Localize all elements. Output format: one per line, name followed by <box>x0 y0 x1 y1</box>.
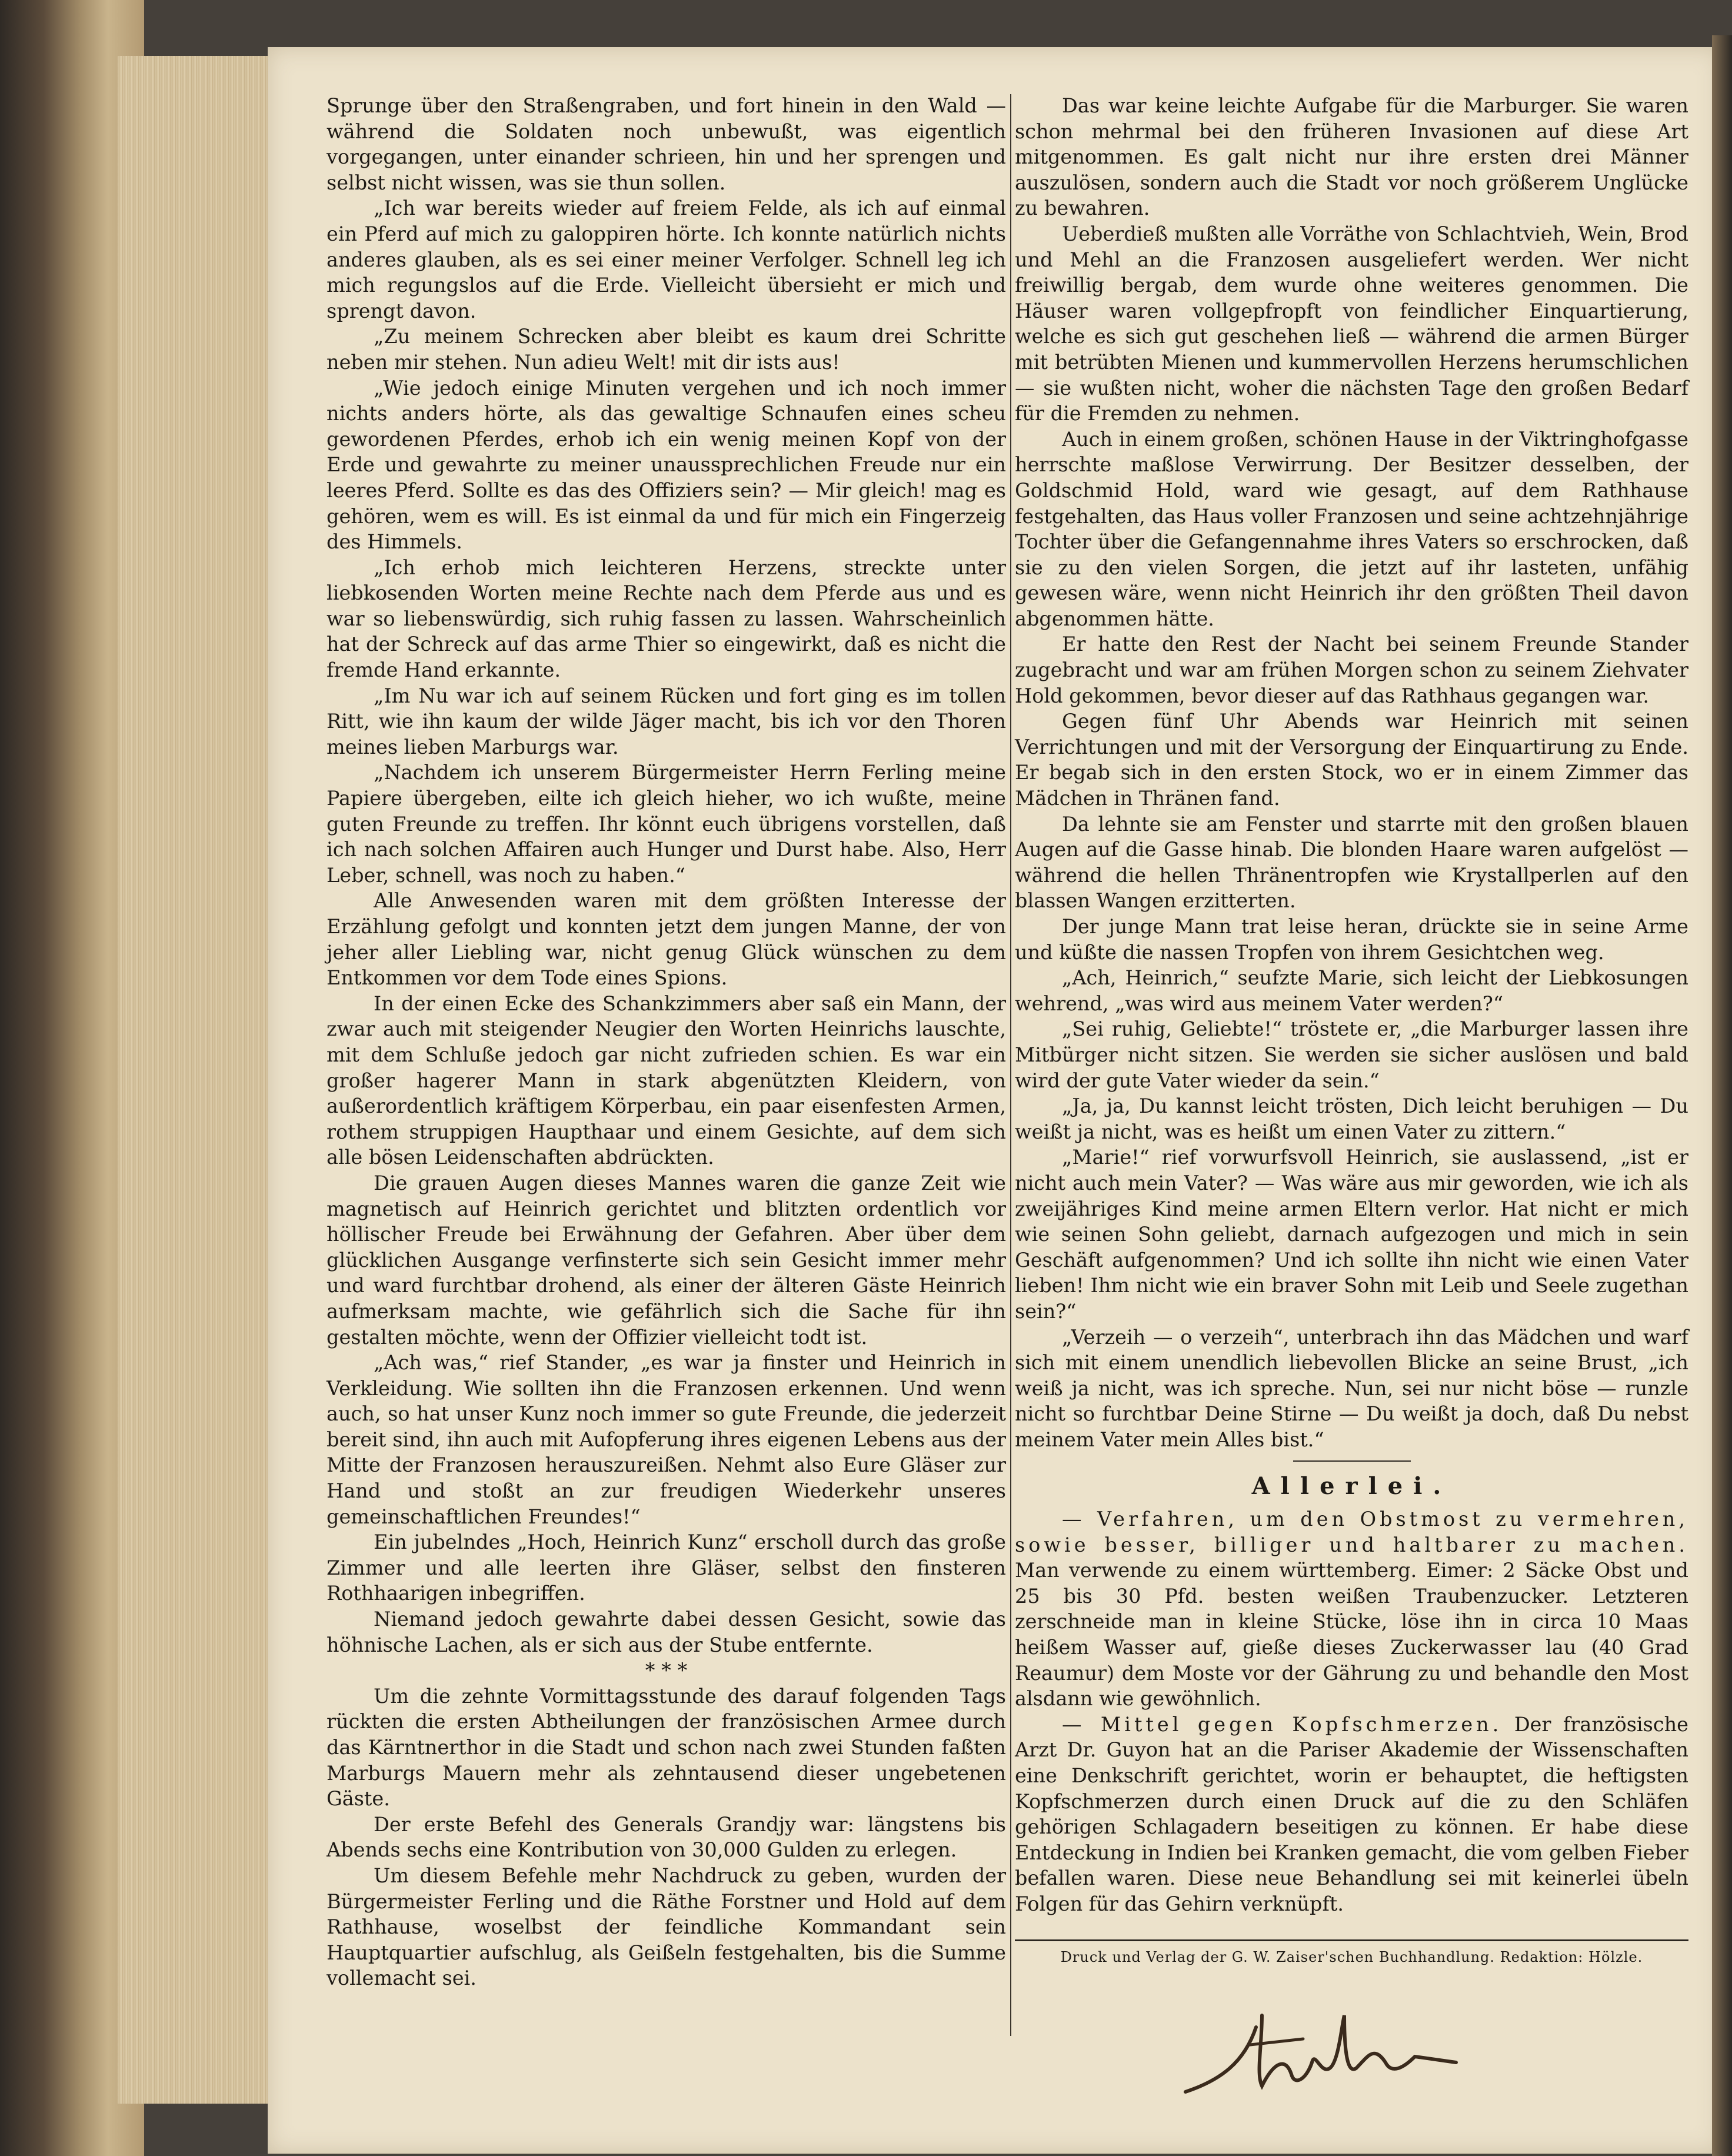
section-rule <box>1293 1460 1411 1462</box>
paragraph: „Nachdem ich unserem Bürgermeister Herrn Ferling meine Papiere übergeben, eilte ich gleich hieher, wo ich wußte, meine guten Freunde zu treffen. Ihr könnt euch übrigens vorstellen, daß ich nach solchen Affairen auch Hunger und Durst habe. Also, Herr Leber, schnell, was noch zu haben.“ <box>327 761 1006 887</box>
paragraph: „Sei ruhig, Geliebte!“ tröstete er, „die Marburger lassen ihre Mitbürger nicht sitzen. Sie werden sie sicher auslösen und bald wird der gute Vater wieder da sein.“ <box>1015 1017 1688 1092</box>
paragraph: „Ja, ja, Du kannst leicht trösten, Dich leicht beruhigen — Du weißt ja nicht, was es heißt um einen Vater zu zittern.“ <box>1015 1094 1688 1143</box>
paragraph: „Ach was,“ rief Stander, „es war ja finster und Heinrich in Verkleidung. Wie sollten ihn die Franzosen erkennen. Und wenn auch, so hat unser Kunz noch immer so gute Freunde, die jederzeit bereit sind, ihn auch mit Aufopferung ihres eigenen Lebens aus der Mitte der Franzosen herauszureißen. Nehmt also Eure Gläser zur Hand und stoßt an zur freudigen Wiederkehr unseres gemeinschaftlichen Freundes!“ <box>327 1351 1006 1528</box>
paragraph: „Verzeih — o verzeih“, unterbrach ihn das Mädchen und warf sich mit einem unendlich liebevollen Blicke an seine Brust, „ich weiß ja nicht, was ich spreche. Nun, sei nur nicht böse — runzle nicht so furchtbar Deine Stirne — Du weißt ja doch, daß Du nebst meinem Vater mein Alles bist.“ <box>1015 1325 1688 1451</box>
paragraph: Ueberdieß mußten alle Vorräthe von Schlachtvieh, Wein, Brod und Mehl an die Franzosen ausgeliefert werden. Wer nicht freiwillig bergab, dem wurde ohne weiteres genommen. Die Häuser waren vollgepfropft von feindlicher Einquartierung, welche es sich gut geschehen ließ — während die armen Bürger mit betrübten Mienen und kummervollen Herzens herumschlichen — sie wußten nicht, woher die nächsten Tage den großen Bedarf für die Fremden zu nehmen. <box>1015 222 1688 425</box>
paragraph: Der junge Mann trat leise heran, drückte sie in seine Arme und küßte die nassen Tropfen von ihrem Gesichtchen weg. <box>1015 915 1688 964</box>
paragraph: „Zu meinem Schrecken aber bleibt es kaum drei Schritte neben mir stehen. Nun adieu Welt! mit dir ists aus! <box>327 325 1006 374</box>
paragraph: Alle Anwesenden waren mit dem größten Interesse der Erzählung gefolgt und konnten jetzt dem jungen Manne, der von jeher aller Liebling war, nicht genug Glück wünschen zu dem Entkommen vor dem Tode eines Spions. <box>327 889 1006 990</box>
page-shadow-edge <box>1712 35 1732 2156</box>
allerlei-item <box>1015 1506 1688 1712</box>
paragraph: „Im Nu war ich auf seinem Rücken und fort ging es im tollen Ritt, wie ihn kaum der wilde Jäger macht, bis ich vor den Thoren meines lieben Marburgs war. <box>327 684 1006 758</box>
paragraph: Gegen fünf Uhr Abends war Heinrich mit seinen Verrichtungen und mit der Versorgung der Einquartirung zu Ende. Er begab sich in den ersten Stock, wo er in einem Zimmer das Mädchen in Thränen fand. <box>1015 710 1688 810</box>
column-divider <box>1010 94 1011 2036</box>
paragraph: Um diesem Befehle mehr Nachdruck zu geben, wurden der Bürgermeister Ferling und die Räthe Forstner und Hold auf dem Rathhause, woselbst der feindliche Kommandant sein Hauptquartier aufschlug, als Geißeln festgehalten, bis die Summe vollemacht sei. <box>327 1864 1006 1990</box>
paragraph: „Marie!“ rief vorwurfsvoll Heinrich, sie auslassend, „ist er nicht auch mein Vater? — Was wäre aus mir geworden, wie ich als zweijähriges Kind meine armen Eltern verlor. Hat nicht er mich wie seinen Sohn geliebt, darnach aufgezogen und mich in sein Geschäft aufgenommen? Und ich sollte ihn nicht wie einen Vater lieben! Ihm nicht wie ein braver Sohn mit Leib und Seele zugethan sein?“ <box>1015 1146 1688 1323</box>
paragraph: Sprunge über den Straßengraben, und fort hinein in den Wald — während die Soldaten noch unbewußt, was eigentlich vorgegangen, unter einander schrieen, hin und her sprengen und selbst nicht wissen, was sie thun sollen. <box>327 94 1006 194</box>
paragraph: Der erste Befehl des Generals Grandjy war: längstens bis Abends sechs eine Kontribution von 30,000 Gulden zu erlegen. <box>327 1812 1006 1862</box>
paragraph: Er hatte den Rest der Nacht bei seinem Freunde Stander zugebracht und war am frühen Morgen schon zu seinem Ziehvater Hold gekommen, bevor dieser auf das Rathhaus gegangen war. <box>1015 633 1688 707</box>
paragraph: Das war keine leichte Aufgabe für die Marburger. Sie waren schon mehrmal bei den früheren Invasionen auf diese Art mitgenommen. Es galt nicht nur ihre ersten drei Männer auszulösen, sondern auch die Stadt vor noch größerem Unglücke zu bewahren. <box>1015 94 1688 220</box>
right-column <box>1015 93 1688 1974</box>
paragraph: Um die zehnte Vormittagsstunde des darauf folgenden Tags rückten die ersten Abtheilungen der französischen Armee durch das Kärntnerthor in die Stadt und schon nach zwei Stunden faßten Marburgs Mauern mehr als zehntausend dieser ungebetenen Gäste. <box>327 1684 1006 1811</box>
paragraph: „Ich war bereits wieder auf freiem Felde, als ich auf einmal ein Pferd auf mich zu galoppiren hörte. Ich konnte natürlich nichts anderes glauben, als es sei einer meiner Verfolger. Schnell leg ich mich regungslos auf die Erde. Vielleicht übersieht er mich und sprengt davon. <box>327 197 1006 322</box>
section-asterisks: * * * <box>645 1659 688 1682</box>
newspaper-page <box>268 47 1721 2154</box>
allerlei-item <box>1015 1712 1688 1917</box>
item-title: — Mittel gegen Kopfschmerzen. <box>1062 1712 1503 1736</box>
paragraph: „Ach, Heinrich,“ seufzte Marie, sich leicht der Liebkosungen wehrend, „was wird aus meinem Vater werden?“ <box>1015 966 1688 1015</box>
paragraph: „Wie jedoch einige Minuten vergehen und ich noch immer nichts anders hörte, als das gewaltige Schnaufen eines scheu gewordenen Pferdes, erhob ich ein wenig meinen Kopf von der Erde und gewahrte zu meiner unaussprechlichen Freude nur ein leeres Pferd. Sollte es das des Offiziers sein? — Mir gleich! mag es gehören, wem es will. Es ist einmal da und für mich ein Fingerzeig des Himmels. <box>327 376 1006 554</box>
section-heading: Allerlei. <box>1251 1472 1452 1500</box>
handwritten-signature <box>1174 1992 1468 2110</box>
item-text: Der französische Arzt Dr. Guyon hat an die Pariser Akademie der Wissenschaften eine Denkschrift gerichtet, worin er behauptet, die heftigsten Kopfschmerzen durch einen Druck auf die zu den Schläfen gehörigen Schlagadern beseitigen zu können. Er habe diese Entdeckung in Indien bei Kranken gemacht, die vom gelben Fieber befallen waren. Diese neue Behandlung sei mit keinerlei übeln Folgen für das Gehirn verknüpft. <box>1015 1712 1689 1915</box>
paragraph: Da lehnte sie am Fenster und starrte mit den großen blauen Augen auf die Gasse hinab. Die blonden Haare waren aufgelöst — während die hellen Thränentropfen wie Krystallperlen auf den blassen Wangen erzitterten. <box>1015 812 1688 913</box>
paragraph: Niemand jedoch gewahrte dabei dessen Gesicht, sowie das höhnische Lachen, als er sich aus der Stube entfernte. <box>327 1608 1006 1656</box>
left-column <box>327 93 1006 1991</box>
imprint-footer: Druck und Verlag der G. W. Zaiser'schen Buchhandlung. Redaktion: Hölzle. <box>1015 1939 1688 1974</box>
item-text: Man verwende zu einem württemberg. Eimer: 2 Säcke Obst und 25 bis 30 Pfd. besten weißen Traubenzucker. Letzteren zerschneide man in kleine Stücke, löse ihn in circa 10 Maas heißem Wasser auf, gieße dieses Zuckerwasser lau (40 Grad Reaumur) dem Moste vor der Gährung zu und behandle den Most alsdann wie gewöhnlich. <box>1015 1559 1688 1711</box>
paragraph: Auch in einem großen, schönen Hause in der Viktringhofgasse herrschte maßlose Verwirrung. Der Besitzer desselben, der Goldschmid Hold, ward wie gesagt, auf dem Rathhause festgehalten, das Haus voller Franzosen und seine achtzehnjährige Tochter über die Gefangennahme ihres Vaters so erschrocken, daß sie zu den vielen Sorgen, die jetzt auf ihr lasteten, unfähig gewesen wäre, wenn nicht Heinrich ihr den größten Theil davon abgenommen hätte. <box>1015 427 1688 630</box>
paragraph: In der einen Ecke des Schankzimmers aber saß ein Mann, der zwar auch mit steigender Neugier den Worten Heinrichs lauschte, mit dem Schluße jedoch gar nicht zufrieden schien. Es war ein großer hagerer Mann in stark abgenützten Kleidern, von außerordentlich kräftigem Körperbau, ein paar eisenfesten Armen, rothem struppigen Haupthaar und einem Gesichte, auf dem sich alle bösen Leidenschaften abdrückten. <box>327 992 1006 1169</box>
paragraph: Ein jubelndes „Hoch, Heinrich Kunz“ erscholl durch das große Zimmer und alle leerten ihre Gläser, selbst den finsteren Rothhaarigen inbegriffen. <box>327 1531 1006 1605</box>
paragraph: „Ich erhob mich leichteren Herzens, streckte unter liebkosenden Worten meine Rechte nach dem Pferde aus und es war so liebenswürdig, sich ruhig fassen zu lassen. Wahrscheinlich hat der Schreck auf das arme Thier so eingewirkt, daß es nicht die fremde Hand erkannte. <box>327 555 1006 682</box>
page-edges <box>118 56 271 2104</box>
paragraph: Die grauen Augen dieses Mannes waren die ganze Zeit wie magnetisch auf Heinrich gerichtet und blitzten ordentlich vor höllischer Freude bei Erwähnung der Gefahren. Aber über dem glücklichen Ausgange verfinsterte sich sein Gesicht immer mehr und ward furchtbar drohend, als einer der älteren Gäste Heinrich aufmerksam machte, wie gefährlich sich die Sache für ihn gestalten möchte, wenn der Offizier vielleicht todt ist. <box>327 1171 1006 1349</box>
item-title: — Verfahren, um den Obstmost zu vermehren, sowie besser, billiger und haltbarer zu machen. <box>1015 1508 1688 1556</box>
